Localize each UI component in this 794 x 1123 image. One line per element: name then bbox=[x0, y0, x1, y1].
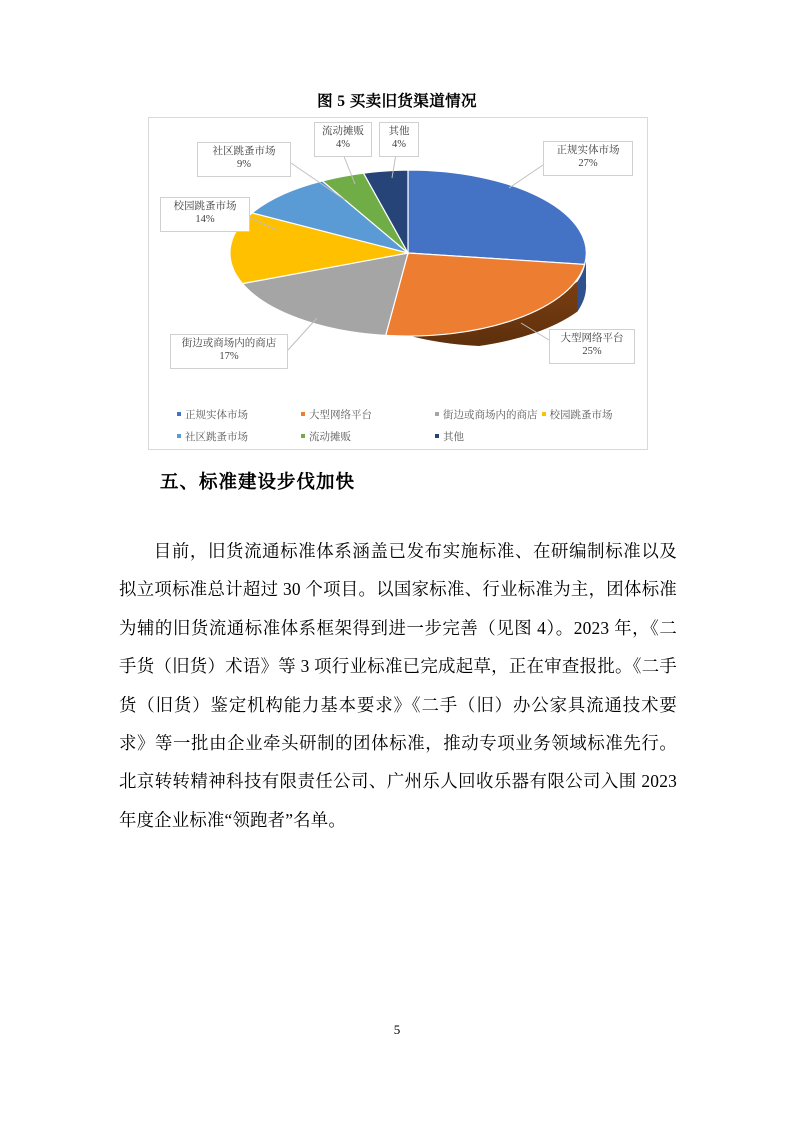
legend-item-online-platform[interactable] bbox=[301, 407, 435, 422]
legend-swatch-icon bbox=[177, 434, 181, 438]
pie-label-mobile-vendor bbox=[314, 122, 372, 157]
legend-swatch-icon bbox=[435, 412, 439, 416]
chart-legend bbox=[149, 394, 649, 450]
legend-label: 校园跳蚤市场 bbox=[549, 409, 613, 421]
legend-label: 正规实体市场 bbox=[185, 409, 248, 421]
legend-item-regular-market[interactable] bbox=[177, 407, 301, 422]
pie-label-pct: 27% bbox=[578, 157, 598, 169]
section-heading: 五、标准建设步伐加快 bbox=[160, 471, 356, 492]
pie-label-campus-flea-market bbox=[160, 197, 250, 232]
legend-swatch-icon bbox=[301, 412, 305, 416]
legend-label: 社区跳蚤市场 bbox=[185, 431, 248, 443]
pie-label-pct: 4% bbox=[336, 138, 350, 150]
pie-label-pct: 14% bbox=[195, 213, 215, 225]
legend-row-1 bbox=[149, 403, 649, 425]
pie-label-pct: 4% bbox=[392, 138, 406, 150]
pie-label-other bbox=[379, 122, 419, 157]
pie-label-name: 街边或商场内的商店 bbox=[181, 338, 277, 349]
pie-label-name: 社区跳蚤市场 bbox=[212, 146, 276, 157]
legend-item-other[interactable] bbox=[435, 429, 464, 444]
pie-label-online-platform bbox=[549, 329, 635, 364]
legend-swatch-icon bbox=[435, 434, 439, 438]
legend-swatch-icon bbox=[542, 412, 546, 416]
pie-label-regular-market bbox=[543, 141, 633, 176]
pie-label-street-shop bbox=[170, 334, 288, 369]
figure-title: 图 5 买卖旧货渠道情况 bbox=[317, 93, 477, 110]
legend-item-campus-flea-market[interactable] bbox=[542, 407, 613, 422]
legend-item-street-shop[interactable] bbox=[435, 407, 538, 422]
legend-label: 流动摊贩 bbox=[309, 431, 351, 443]
legend-row-2 bbox=[149, 425, 649, 447]
legend-swatch-icon bbox=[301, 434, 305, 438]
pie-label-name: 流动摊贩 bbox=[322, 126, 364, 137]
pie-label-pct: 25% bbox=[582, 345, 602, 357]
pie-label-name: 校园跳蚤市场 bbox=[173, 201, 237, 212]
page-number: 5 bbox=[393, 1022, 401, 1037]
pie-label-name: 其他 bbox=[388, 126, 410, 137]
pie-label-name: 正规实体市场 bbox=[556, 145, 620, 156]
legend-label: 大型网络平台 bbox=[309, 409, 372, 421]
pie-chart-container bbox=[148, 117, 648, 450]
pie-chart-plot bbox=[149, 118, 649, 393]
pie-label-pct: 9% bbox=[237, 158, 251, 170]
pie-label-name: 大型网络平台 bbox=[560, 333, 624, 344]
legend-swatch-icon bbox=[177, 412, 181, 416]
pie-label-pct: 17% bbox=[219, 350, 239, 362]
section-paragraph: 目前，旧货流通标准体系涵盖已发布实施标准、在研编制标准以及拟立项标准总计超过 30 个项目。以国家标准、行业标准为主，团体标准为辅的旧货流通标准体系框架得到进一步完善（见图 4）。2023 年，《二手货（旧货）术语》等 3 项行业标准已完成起草，正在审查报批。《二手货（旧货）鉴定机构能力基本要求》《二手（旧）办公家具流通技术要求》等一批由企业牵头研制的团体标准，推动专项业务领域标准先行。北京转转精神科技有限责任公司、广州乐人回收乐器有限公司入围 2023 年度企业标准“领跑者”名单。 bbox=[119, 541, 677, 830]
pie-slice-regular-market bbox=[408, 170, 586, 264]
legend-label: 街边或商场内的商店 bbox=[443, 409, 538, 421]
legend-item-community-flea-market[interactable] bbox=[177, 429, 301, 444]
pie-label-community-flea-market bbox=[197, 142, 291, 177]
legend-label: 其他 bbox=[443, 431, 464, 443]
legend-item-mobile-vendor[interactable] bbox=[301, 429, 435, 444]
